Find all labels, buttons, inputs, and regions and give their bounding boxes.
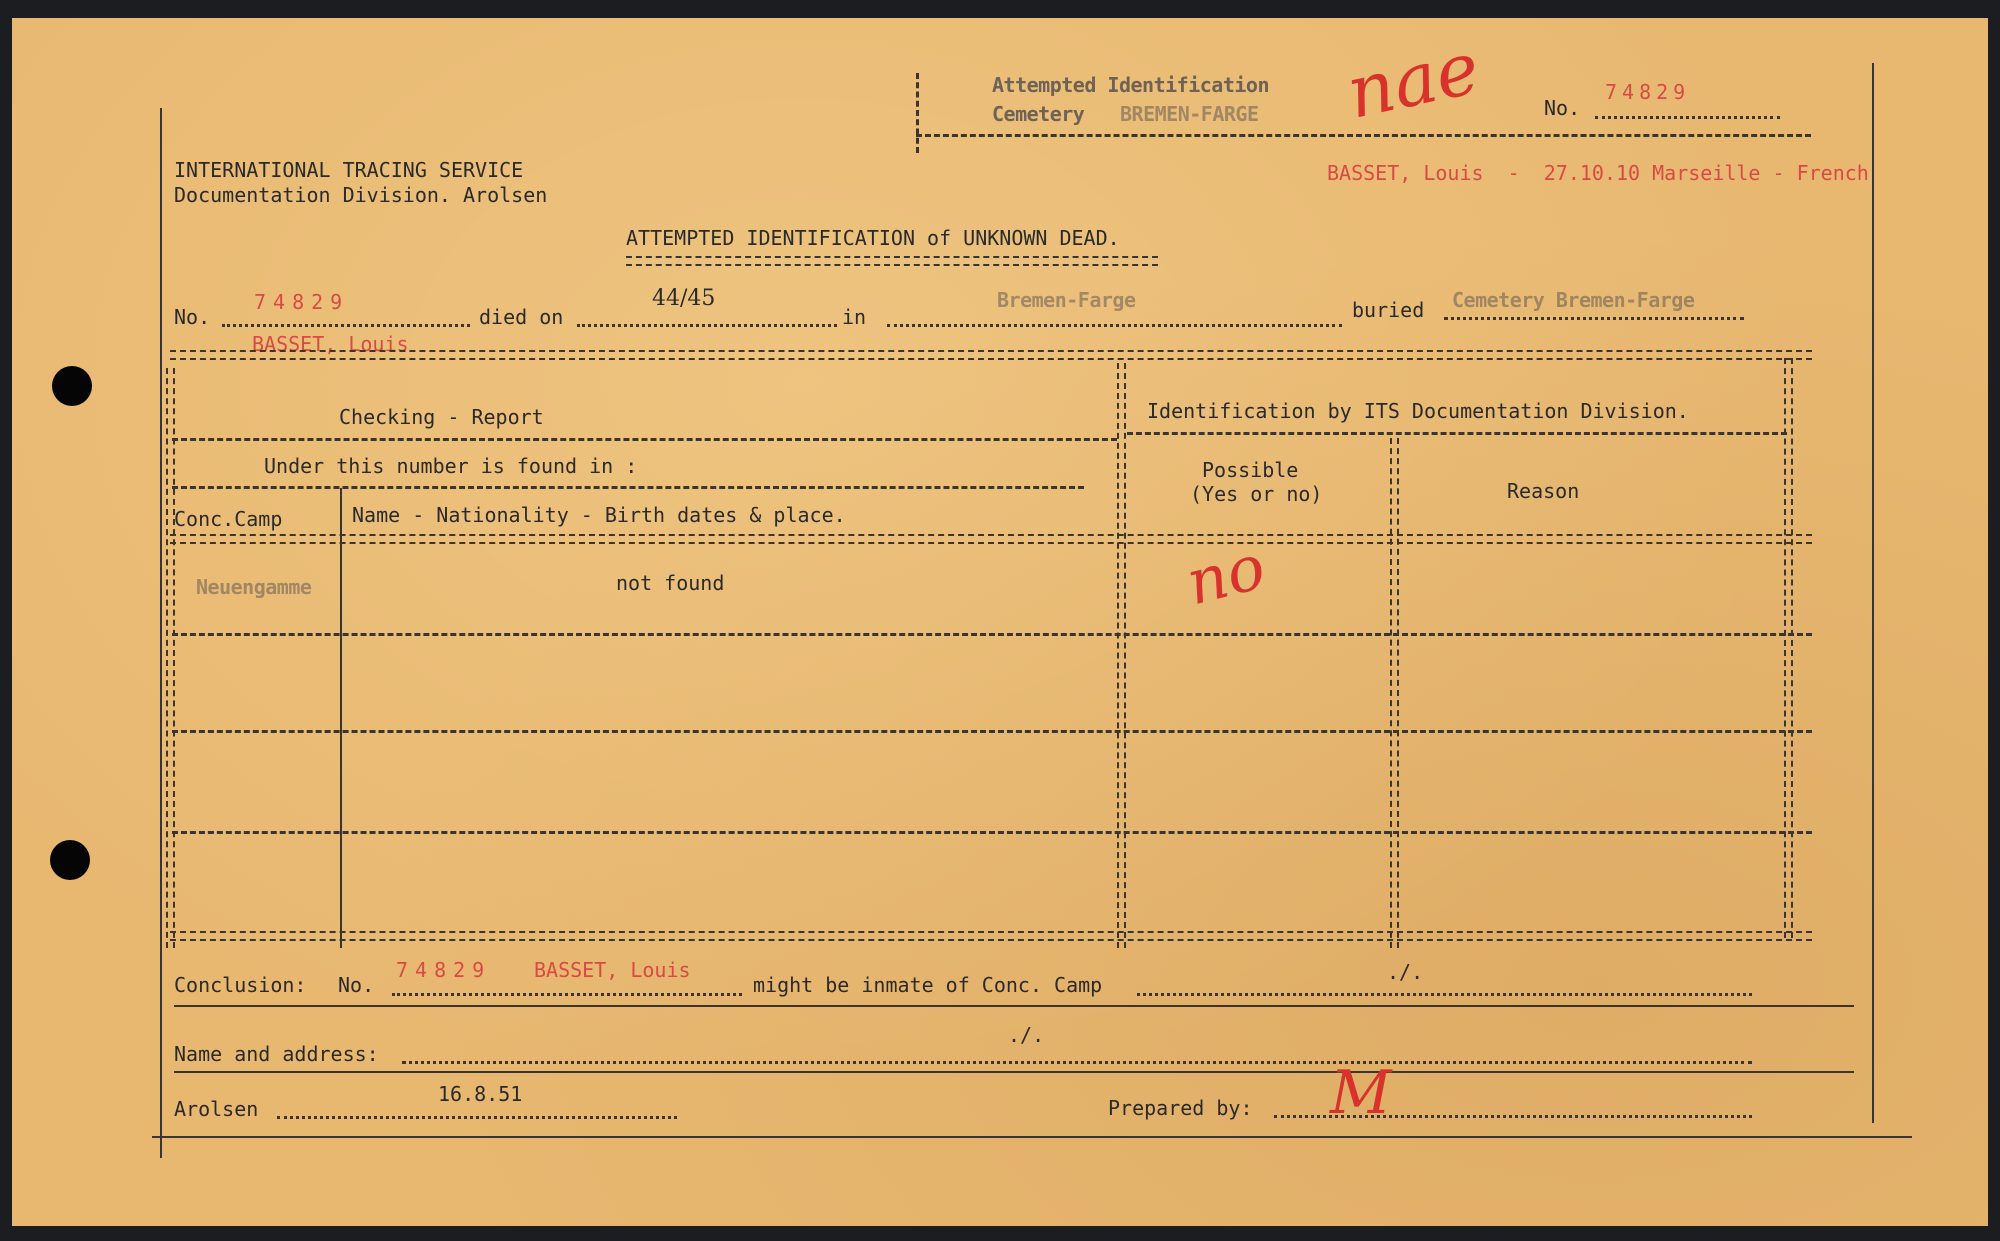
prepared-by-initial: M xyxy=(1330,1058,1392,1128)
punch-hole-bottom xyxy=(50,840,90,880)
heading-underline xyxy=(626,256,1158,266)
conclusion-text: might be inmate of Conc. Camp xyxy=(753,973,1103,997)
record-no-label: No. xyxy=(174,305,211,329)
row-line-3 xyxy=(172,831,1812,834)
stamp-line-1: Attempted Identification xyxy=(992,73,1269,97)
conclusion-no-label: No. xyxy=(338,973,375,997)
died-value: 44/45 xyxy=(652,286,716,311)
record-no-dots xyxy=(222,324,470,327)
arolsen-dots xyxy=(277,1116,677,1119)
name-address-dots xyxy=(402,1061,1752,1064)
camp-column-heading: Conc.Camp xyxy=(174,507,283,531)
buried-label: buried xyxy=(1352,298,1425,322)
conclusion-camp-value: ./. xyxy=(1387,960,1424,984)
name-address-value: ./. xyxy=(1008,1023,1045,1047)
possible-heading-2: (Yes or no) xyxy=(1190,482,1323,506)
column-header-underline xyxy=(170,534,1812,544)
row-details: not found xyxy=(616,571,725,595)
left-frame-line xyxy=(160,108,162,1158)
punch-hole-top xyxy=(52,366,92,406)
record-name-value: BASSET, Louis xyxy=(252,332,409,356)
name-address-rule xyxy=(174,1071,1854,1073)
conclusion-camp-dots xyxy=(1137,993,1752,996)
died-label: died on xyxy=(479,305,564,329)
stamp-box-bottom xyxy=(916,134,1811,137)
stamp-cemetery-value: BREMEN-FARGE xyxy=(1120,102,1259,126)
camp-column-divider xyxy=(340,488,342,948)
top-no-value: 74829 xyxy=(1605,80,1691,104)
possible-heading-1: Possible xyxy=(1202,458,1299,482)
name-address-label: Name and address: xyxy=(174,1042,379,1066)
under-number-heading: Under this number is found in : xyxy=(264,454,638,478)
record-no-value: 74829 xyxy=(254,290,350,314)
conclusion-name-value: BASSET, Louis xyxy=(534,958,691,982)
arolsen-date: 16.8.51 xyxy=(438,1082,523,1106)
identification-heading: Identification by ITS Documentation Division. xyxy=(1147,399,1689,423)
conclusion-no-value: 74829 xyxy=(396,958,492,982)
died-dots xyxy=(577,324,837,327)
table-reason-divider xyxy=(1390,438,1399,948)
org-line-2: Documentation Division. Arolsen xyxy=(174,183,548,207)
header-row-line-right xyxy=(1127,432,1787,435)
stamp-box-left xyxy=(916,73,919,153)
org-line-1: INTERNATIONAL TRACING SERVICE xyxy=(174,158,524,182)
row-line-1 xyxy=(172,633,1812,636)
buried-dots xyxy=(1444,317,1744,320)
reason-heading: Reason xyxy=(1507,479,1580,503)
in-dots xyxy=(887,324,1342,327)
in-label: in xyxy=(842,305,867,329)
document-card xyxy=(12,18,1988,1226)
row-possible: no xyxy=(1179,529,1272,620)
buried-value: Cemetery Bremen-Farge xyxy=(1452,288,1695,312)
table-bottom-border xyxy=(170,931,1812,941)
header-row-line-left xyxy=(172,438,1117,441)
in-value: Bremen-Farge xyxy=(997,288,1136,312)
subheader-line xyxy=(172,486,1084,489)
table-left-border xyxy=(166,368,175,948)
checking-report-heading: Checking - Report xyxy=(339,405,544,429)
row-line-2 xyxy=(172,730,1812,733)
conclusion-no-dots xyxy=(392,993,742,996)
row-camp: Neuengamme xyxy=(196,575,312,599)
conclusion-rule xyxy=(174,1005,1854,1007)
table-middle-divider xyxy=(1117,363,1126,948)
table-top-border xyxy=(170,350,1812,360)
top-no-dots xyxy=(1595,116,1780,119)
top-no-label: No. xyxy=(1544,96,1581,120)
person-summary: BASSET, Louis - 27.10.10 Marseille - French xyxy=(1327,161,1869,185)
handwritten-initials: nae xyxy=(1339,25,1487,135)
details-column-heading: Name - Nationality - Birth dates & place. xyxy=(352,503,846,527)
table-right-border xyxy=(1784,358,1793,938)
prepared-by-label: Prepared by: xyxy=(1108,1096,1253,1120)
bottom-frame-line xyxy=(152,1136,1912,1138)
stamp-cemetery-label: Cemetery xyxy=(992,102,1085,126)
document-heading: ATTEMPTED IDENTIFICATION of UNKNOWN DEAD. xyxy=(626,226,1120,250)
right-frame-line xyxy=(1872,63,1874,1123)
arolsen-label: Arolsen xyxy=(174,1097,259,1121)
conclusion-label: Conclusion: xyxy=(174,973,307,997)
